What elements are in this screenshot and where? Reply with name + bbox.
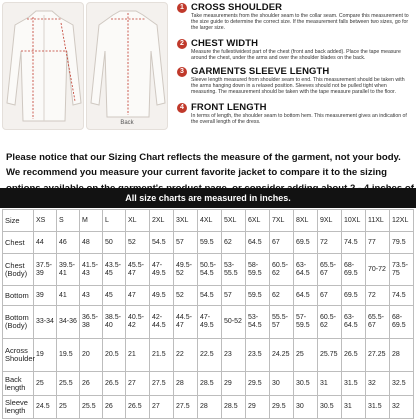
table-cell: 45 xyxy=(103,286,126,306)
table-cell: 74.5 xyxy=(390,286,414,306)
table-cell: 31.5 xyxy=(366,396,390,419)
table-cell: 29 xyxy=(246,396,270,419)
table-cell: 25 xyxy=(34,372,57,396)
table-cell: 20 xyxy=(80,339,103,372)
table-cell: 53-55.5 xyxy=(222,254,246,286)
size-header-cell: 5XL xyxy=(222,210,246,232)
row-label: Size xyxy=(3,210,34,232)
table-cell: 28.5 xyxy=(198,372,222,396)
table-cell: 57 xyxy=(222,286,246,306)
table-cell: 31 xyxy=(342,396,366,419)
size-header-cell: 3XL xyxy=(174,210,198,232)
table-cell: 70-72 xyxy=(366,254,390,286)
row-label: Back length xyxy=(3,372,34,396)
table-cell: 44 xyxy=(34,232,57,254)
table-row xyxy=(3,372,414,396)
table-cell: 64.5 xyxy=(294,286,318,306)
jacket-back-image xyxy=(86,2,168,130)
table-cell: 21.5 xyxy=(150,339,174,372)
table-cell: 47 xyxy=(126,286,150,306)
size-header-cell: 9XL xyxy=(318,210,342,232)
table-cell: 24.25 xyxy=(270,339,294,372)
table-cell: 68-69.5 xyxy=(390,306,414,339)
table-cell: 27.25 xyxy=(366,339,390,372)
table-cell: 59.5 xyxy=(198,232,222,254)
table-cell: 57 xyxy=(174,232,198,254)
table-cell: 19.5 xyxy=(57,339,80,372)
table-cell: 39.5-41 xyxy=(57,254,80,286)
size-header-cell: 4XL xyxy=(198,210,222,232)
step-number-badge: 2 xyxy=(177,39,187,49)
table-cell: 46 xyxy=(57,232,80,254)
table-cell: 25 xyxy=(57,396,80,419)
table-cell: 63-64.5 xyxy=(294,254,318,286)
size-header-cell: 10XL xyxy=(342,210,366,232)
table-cell: 27.5 xyxy=(150,372,174,396)
table-row xyxy=(3,232,414,254)
table-cell: 37.5-39 xyxy=(34,254,57,286)
step-number-badge: 3 xyxy=(177,67,187,77)
table-cell: 23.5 xyxy=(246,339,270,372)
table-cell: 30.5 xyxy=(318,396,342,419)
table-cell: 26.5 xyxy=(103,372,126,396)
table-cell: 52 xyxy=(174,286,198,306)
table-cell: 32 xyxy=(366,372,390,396)
table-cell: 31 xyxy=(318,372,342,396)
table-cell: 27 xyxy=(126,372,150,396)
table-cell: 72 xyxy=(318,232,342,254)
table-cell: 57-59.5 xyxy=(294,306,318,339)
table-cell: 31.5 xyxy=(342,372,366,396)
guide-item-description: Take measurements from the shoulder seam to the collar seam. Compare this measurement to the size guide to determine the correct size. If the measurement falls between two sizes, go for the larger size. xyxy=(191,13,409,32)
table-cell: 22.5 xyxy=(198,339,222,372)
jacket-back-illustration xyxy=(87,3,169,131)
size-header-row xyxy=(3,210,414,232)
row-label: Bottom xyxy=(3,286,34,306)
table-cell: 60.5-62 xyxy=(270,254,294,286)
size-header-cell: XL xyxy=(126,210,150,232)
table-cell: 74.5 xyxy=(342,232,366,254)
step-number-badge: 1 xyxy=(177,3,187,13)
table-cell: 69.5 xyxy=(342,286,366,306)
table-cell: 68-69.5 xyxy=(342,254,366,286)
size-header-cell: 8XL xyxy=(294,210,318,232)
table-cell: 25.5 xyxy=(80,396,103,419)
table-cell: 32.5 xyxy=(390,372,414,396)
size-header-cell: 12XL xyxy=(390,210,414,232)
measurement-instructions xyxy=(176,2,414,148)
table-cell: 69.5 xyxy=(294,232,318,254)
table-cell: 19 xyxy=(34,339,57,372)
table-cell: 30.5 xyxy=(294,372,318,396)
table-cell: 28 xyxy=(174,372,198,396)
size-header-cell: 11XL xyxy=(366,210,390,232)
guide-item-description: Sleeve length measured from shoulder seam to end. This measurement should be taken with the arms hanging down in a relaxed position. Sleeves should not be pulled tight when measuring. The measurement should be taken with the tape measure parallel to the floor. xyxy=(191,77,405,96)
table-cell: 28 xyxy=(198,396,222,419)
table-cell: 27.5 xyxy=(174,396,198,419)
table-cell: 50 xyxy=(103,232,126,254)
table-cell: 49.5 xyxy=(150,286,174,306)
table-cell: 58-59.5 xyxy=(246,254,270,286)
table-cell: 65.5-67 xyxy=(366,306,390,339)
table-cell: 50-52 xyxy=(222,306,246,339)
table-cell: 63-64.5 xyxy=(342,306,366,339)
guide-item-title: CHEST WIDTH xyxy=(191,38,259,49)
table-cell: 38.5-40 xyxy=(103,306,126,339)
guide-item-title: CROSS SHOULDER xyxy=(191,2,283,13)
table-cell: 54.5 xyxy=(198,286,222,306)
table-cell: 28 xyxy=(390,339,414,372)
table-cell: 47-49.5 xyxy=(150,254,174,286)
table-cell: 22 xyxy=(174,339,198,372)
size-header-cell: L xyxy=(103,210,126,232)
table-cell: 62 xyxy=(270,286,294,306)
row-label: Across Shoulder xyxy=(3,339,34,372)
inches-banner: All size charts are measured in inches. xyxy=(0,188,416,208)
table-cell: 67 xyxy=(318,286,342,306)
row-label: Chest xyxy=(3,232,34,254)
table-cell: 20.5 xyxy=(103,339,126,372)
table-cell: 49.5-52 xyxy=(174,254,198,286)
table-cell: 43.5-45 xyxy=(103,254,126,286)
table-cell: 29 xyxy=(222,372,246,396)
table-cell: 41 xyxy=(57,286,80,306)
table-cell: 73.5-75 xyxy=(390,254,414,286)
size-header-cell: 7XL xyxy=(270,210,294,232)
table-row xyxy=(3,286,414,306)
table-cell: 52 xyxy=(126,232,150,254)
measurement-guide-section xyxy=(0,0,416,148)
table-cell: 42-44.5 xyxy=(150,306,174,339)
row-label: Chest (Body) xyxy=(3,254,34,286)
table-cell: 30 xyxy=(270,372,294,396)
table-cell: 79.5 xyxy=(390,232,414,254)
row-label: Sleeve length xyxy=(3,396,34,419)
table-row xyxy=(3,254,414,286)
table-cell: 77 xyxy=(366,232,390,254)
table-cell: 65.5-67 xyxy=(318,254,342,286)
table-cell: 36.5-38 xyxy=(80,306,103,339)
size-chart-table xyxy=(2,209,414,419)
table-row xyxy=(3,306,414,339)
table-cell: 25.75 xyxy=(318,339,342,372)
table-cell: 50.5-54.5 xyxy=(198,254,222,286)
jacket-front-image xyxy=(2,2,84,130)
table-cell: 26 xyxy=(103,396,126,419)
size-header-cell: 6XL xyxy=(246,210,270,232)
size-header-cell: XS xyxy=(34,210,57,232)
table-cell: 25 xyxy=(294,339,318,372)
table-cell: 48 xyxy=(80,232,103,254)
sizing-notice: Please notice that our Sizing Chart reflects the measure of the garment, not your body. We recommend you measure your current favorite jacket to compare it to the sizing xyxy=(6,152,401,179)
table-cell: 34-36 xyxy=(57,306,80,339)
table-cell: 55.5-57 xyxy=(270,306,294,339)
table-cell: 29.5 xyxy=(246,372,270,396)
table-cell: 27 xyxy=(150,396,174,419)
table-cell: 40.5-42 xyxy=(126,306,150,339)
table-cell: 39 xyxy=(34,286,57,306)
table-cell: 44.5-47 xyxy=(174,306,198,339)
guide-item-title: FRONT LENGTH xyxy=(191,102,267,113)
table-cell: 25.5 xyxy=(57,372,80,396)
step-number-badge: 4 xyxy=(177,103,187,113)
table-cell: 28.5 xyxy=(222,396,246,419)
jacket-front-illustration xyxy=(3,3,85,131)
table-cell: 23 xyxy=(222,339,246,372)
table-cell: 72 xyxy=(366,286,390,306)
table-cell: 30 xyxy=(294,396,318,419)
table-cell: 64.5 xyxy=(246,232,270,254)
guide-item-description: In terms of length, the shoulder seam to bottom hem. This measurement gives an indication of the overall length of the dress. xyxy=(191,113,407,126)
table-cell: 45.5-47 xyxy=(126,254,150,286)
table-cell: 47-49.5 xyxy=(198,306,222,339)
table-cell: 60.5-62 xyxy=(318,306,342,339)
table-cell: 41.5-43 xyxy=(80,254,103,286)
guide-item-title: GARMENTS SLEEVE LENGTH xyxy=(191,66,330,77)
table-cell: 29.5 xyxy=(270,396,294,419)
table-cell: 24.5 xyxy=(34,396,57,419)
guide-item-description: Measure the fullest/widest part of the chest (front and back added). Place the tape measure around the chest, under the arms and over the shoulder blades on the back. xyxy=(191,49,401,62)
table-cell: 21 xyxy=(126,339,150,372)
row-label: Bottom (Body) xyxy=(3,306,34,339)
table-cell: 43 xyxy=(80,286,103,306)
table-cell: 62 xyxy=(222,232,246,254)
table-cell: 54.5 xyxy=(150,232,174,254)
table-row xyxy=(3,339,414,372)
size-header-cell: S xyxy=(57,210,80,232)
table-cell: 59.5 xyxy=(246,286,270,306)
size-header-cell: 2XL xyxy=(150,210,174,232)
table-cell: 53-54.5 xyxy=(246,306,270,339)
table-cell: 26.5 xyxy=(126,396,150,419)
table-row xyxy=(3,396,414,419)
back-caption: Back xyxy=(120,120,134,126)
table-cell: 32 xyxy=(390,396,414,419)
table-cell: 26.5 xyxy=(342,339,366,372)
table-cell: 33-34 xyxy=(34,306,57,339)
table-cell: 26 xyxy=(80,372,103,396)
size-header-cell: M xyxy=(80,210,103,232)
table-cell: 67 xyxy=(270,232,294,254)
